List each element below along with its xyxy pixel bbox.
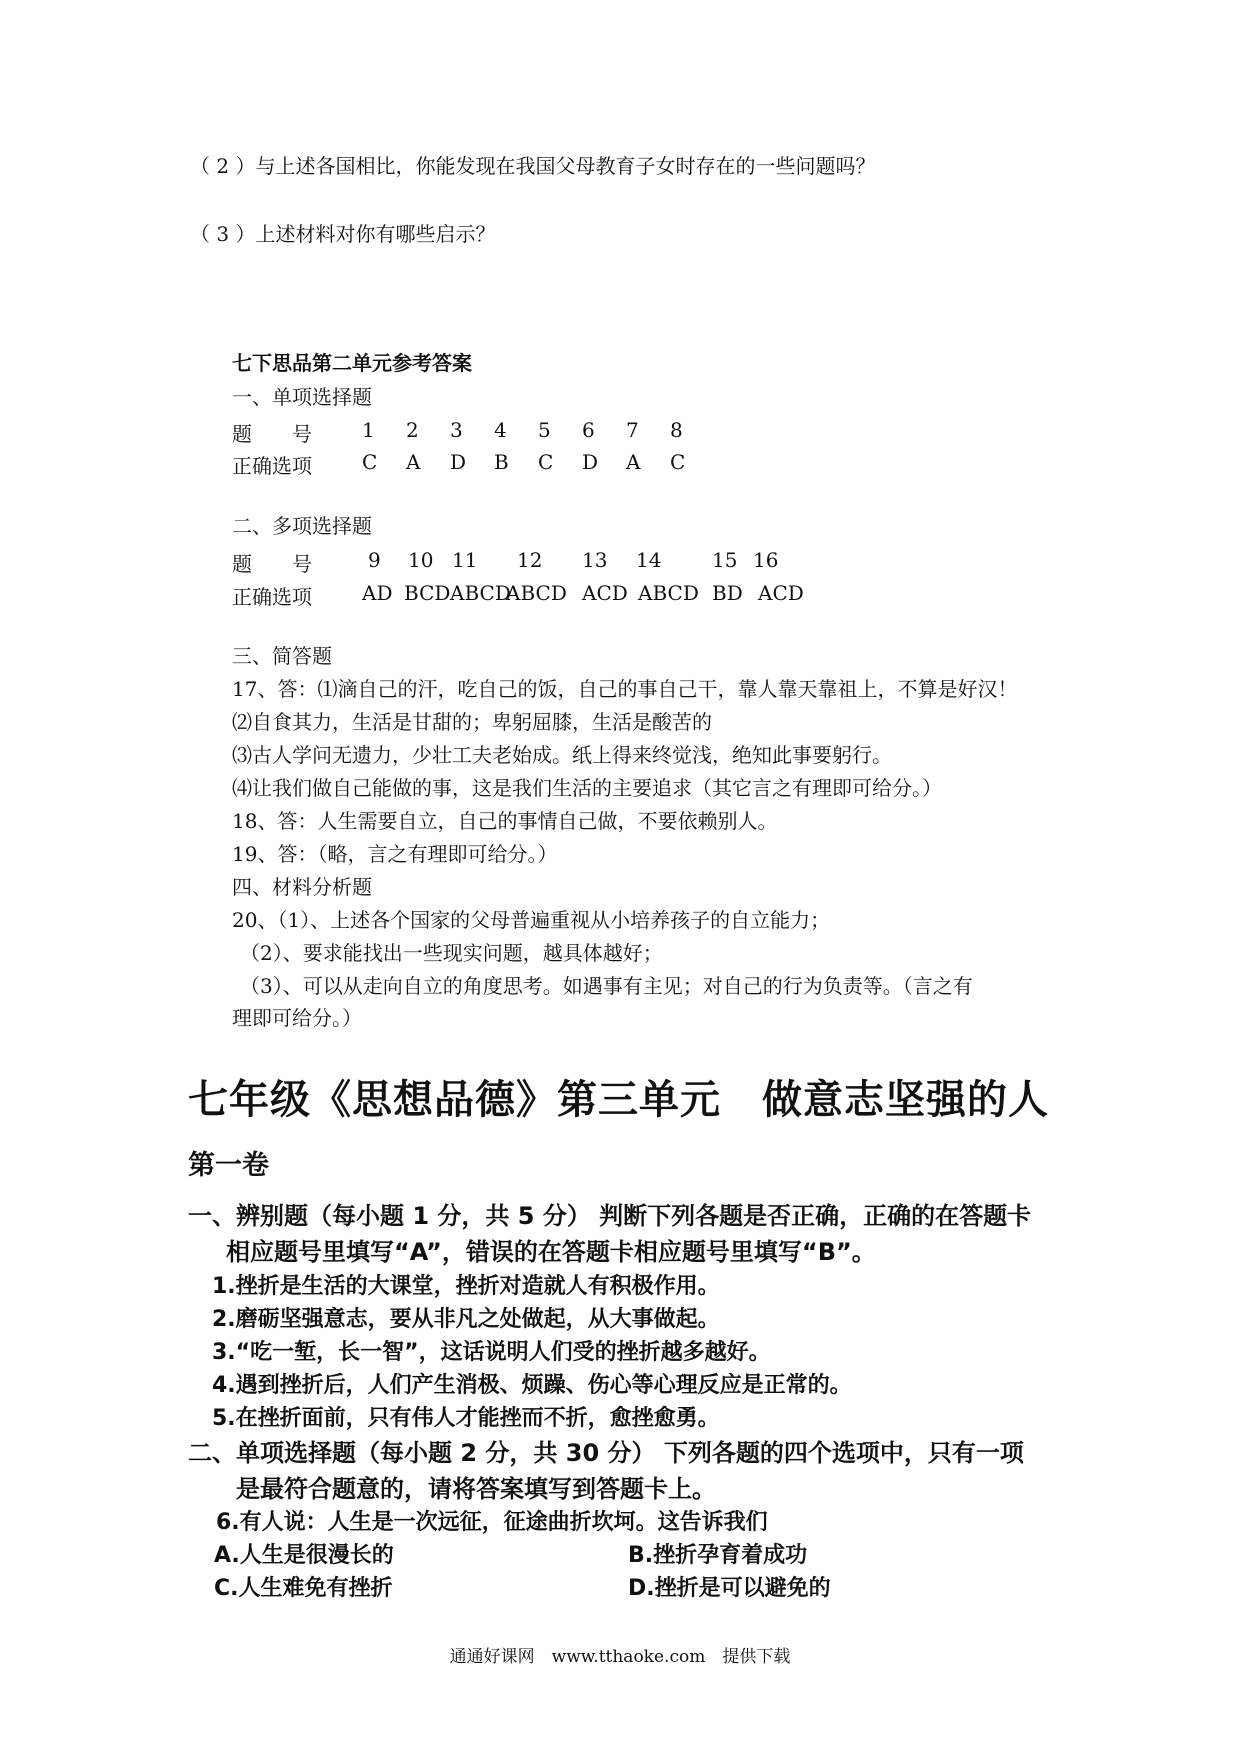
table1-num: 1	[362, 418, 375, 442]
table1-num: 7	[626, 418, 639, 442]
judge-item: 5.在挫折面前，只有伟人才能挫而不折，愈挫愈勇。	[212, 1406, 720, 1431]
section2-heading-cont: 是最符合题意的，请将答案填写到答题卡上。	[236, 1475, 716, 1503]
part2-heading: 二、多项选择题	[232, 514, 372, 538]
answers-title: 七下思品第二单元参考答案	[232, 351, 472, 375]
part3-heading: 三、简答题	[232, 644, 332, 668]
table2-row1-label: 题 号	[232, 552, 312, 576]
table1-choice: C	[670, 450, 686, 474]
table1-num: 2	[406, 418, 419, 442]
table1-row2-label: 正确选项	[232, 454, 312, 478]
judge-item: 1.挫折是生活的大课堂，挫折对造就人有积极作用。	[212, 1274, 720, 1299]
answer-line: ⑷让我们做自己能做的事，这是我们生活的主要追求（其它言之有理即可给分。）	[232, 776, 942, 800]
option-d: D.挫折是可以避免的	[628, 1576, 831, 1601]
unit3-title: 七年级《思想品德》第三单元 做意志坚强的人	[188, 1077, 1049, 1123]
table2-num: 13	[582, 548, 608, 572]
option-b: B.挫折孕育着成功	[628, 1543, 808, 1568]
table2-choice: ACD	[758, 581, 804, 605]
option-c: C.人生难免有挫折	[214, 1576, 393, 1601]
table2-num: 11	[452, 548, 478, 572]
answer-line: （3）、可以从走向自立的角度思考。如遇事有主见；对自己的行为负责等。（言之有	[240, 974, 973, 998]
part1-heading: 一、单项选择题	[232, 385, 372, 409]
table1-row-numbers	[232, 418, 1032, 446]
answer-line: 19、答：（略，言之有理即可给分。）	[232, 842, 558, 866]
answer-line: （2）、要求能找出一些现实问题，越具体越好；	[240, 941, 663, 965]
table2-choice: AD	[362, 581, 393, 605]
answer-line: 20、（1）、上述各个国家的父母普遍重视从小培养孩子的自立能力；	[232, 908, 831, 932]
footer: 通通好课网 www.tthaoke.com 提供下载	[449, 1647, 791, 1667]
judge-item: 3.“吃一堑，长一智”，这话说明人们受的挫折越多越好。	[212, 1340, 771, 1365]
table1-choice: B	[494, 450, 509, 474]
volume-heading: 第一卷	[188, 1150, 269, 1181]
table1-row1-label: 题 号	[232, 422, 312, 446]
answer-line: ⑶古人学问无遗力，少壮工夫老始成。纸上得来终觉浅，绝知此事要躬行。	[232, 743, 892, 767]
judge-item: 4.遇到挫折后，人们产生消极、烦躁、伤心等心理反应是正常的。	[212, 1373, 852, 1398]
question-6: 6.有人说：人生是一次远征，征途曲折坎坷。这告诉我们	[216, 1510, 768, 1535]
table2-num: 15	[712, 548, 738, 572]
table1-choice: D	[582, 450, 599, 474]
judge-item: 2.磨砺坚强意志，要从非凡之处做起，从大事做起。	[212, 1307, 720, 1332]
option-a	[214, 1545, 394, 1567]
table2-num: 9	[368, 548, 381, 572]
table2-num: 14	[636, 548, 662, 572]
table2-choice: BCD	[404, 581, 451, 605]
table2-num: 10	[408, 548, 434, 572]
answer-line: ⑵自食其力，生活是甘甜的；卑躬屈膝，生活是酸苦的	[232, 710, 712, 734]
table1-choice: A	[626, 450, 641, 474]
table1-choice: A	[406, 450, 421, 474]
table2-choice: ABCD	[506, 581, 567, 605]
answer-line: 17、答：⑴滴自己的汗，吃自己的饭，自己的事自己干，靠人靠天靠祖上，不算是好汉！	[232, 677, 1018, 701]
table1-choice: C	[538, 450, 554, 474]
table2-choice: ABCD	[638, 581, 699, 605]
table1-row-choices	[232, 450, 1032, 478]
table1-num: 4	[494, 418, 507, 442]
table2-num: 16	[753, 548, 779, 572]
table2-choice: BD	[712, 581, 743, 605]
table2-row-choices	[232, 581, 1032, 609]
table2-num: 12	[517, 548, 543, 572]
table1-choice: C	[362, 450, 378, 474]
question-3: （ 3 ）上述材料对你有哪些启示？	[190, 222, 496, 246]
table1-num: 6	[582, 418, 595, 442]
table1-num: 8	[670, 418, 683, 442]
section2-heading: 二、单项选择题（每小题 2 分，共 30 分） 下列各题的四个选项中，只有一项	[188, 1439, 1024, 1467]
table2-row-numbers	[232, 548, 1032, 576]
answer-line: 理即可给分。）	[232, 1006, 362, 1030]
table2-choice: ACD	[582, 581, 628, 605]
section1-heading: 一、辨别题（每小题 1 分，共 5 分） 判断下列各题是否正确，正确的在答题卡	[188, 1202, 1032, 1230]
table1-num: 5	[538, 418, 551, 442]
answer-line: 18、答：人生需要自立，自己的事情自己做，不要依赖别人。	[232, 809, 778, 833]
table2-row2-label: 正确选项	[232, 585, 312, 609]
table2-choice: ABCD	[450, 581, 511, 605]
table1-num: 3	[450, 418, 463, 442]
answer-line: 四、材料分析题	[232, 875, 372, 899]
section1-heading-cont: 相应题号里填写“A”，错误的在答题卡相应题号里填写“B”。	[226, 1238, 876, 1266]
table1-choice: D	[450, 450, 467, 474]
option-a-label: A.人生是很漫长的	[214, 1543, 394, 1568]
question-2: （ 2 ）与上述各国相比，你能发现在我国父母教育子女时存在的一些问题吗？	[190, 154, 876, 178]
